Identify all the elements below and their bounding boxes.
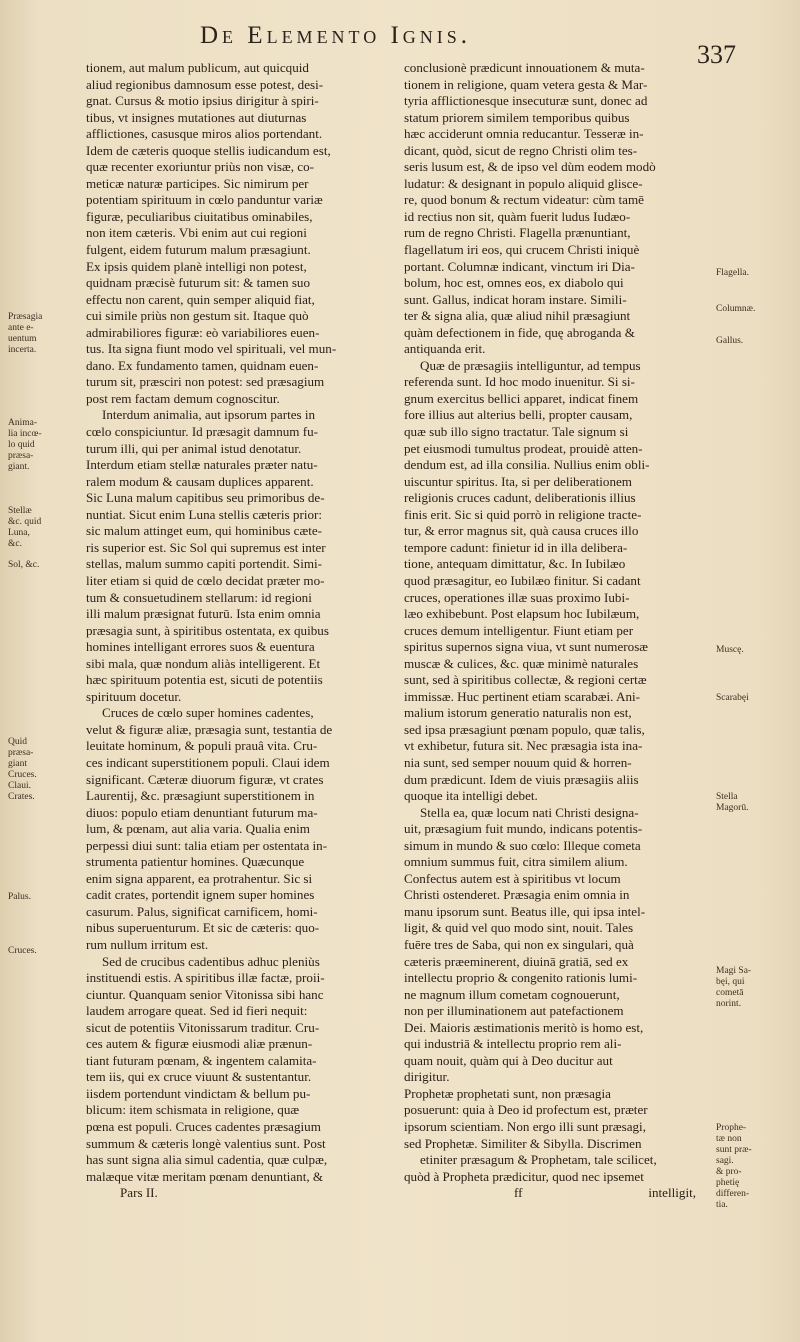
text-line: dicant, quòd, sicut de regno Christi olim tes-	[404, 142, 638, 158]
margin-note-line: lia incœ-	[8, 429, 42, 439]
margin-note-line: Prophe-	[716, 1123, 747, 1133]
text-line: ralem modum & causam duplices apparent.	[86, 473, 314, 489]
text-line: enim signa apparent, ea protrahentur. Sic si	[86, 870, 313, 886]
text-line: sunt, sed à spiritibus collectæ, & regioni certæ	[404, 672, 647, 688]
text-line: sibi mala, quæ nondum aliàs intelligerent. Et	[86, 655, 321, 671]
text-line: muscæ & culices, &c. quæ minimè naturales	[404, 655, 639, 671]
margin-note-line: cometā	[716, 988, 744, 998]
text-line: Quæ de præsagiis intelliguntur, ad tempus	[420, 357, 641, 373]
footer-catchword-row	[404, 1185, 702, 1202]
text-line: sed ipsa præsagiunt pœnam populo, quæ talis,	[404, 721, 645, 737]
margin-note	[716, 336, 786, 347]
text-line: præsagia sunt, à spiritibus ostentata, ex quibus	[86, 622, 329, 638]
margin-note-line: Præsagia	[8, 312, 43, 322]
text-line: re, quod bonum & rectum videatur: cùm tamē	[404, 192, 644, 208]
text-line: has sunt signa alia simul cadentia, quæ culpæ,	[86, 1152, 328, 1168]
gathering-mark: ff	[514, 1185, 523, 1201]
text-line: statum priorem similem temporibus quibus	[404, 109, 630, 125]
text-line: Sed de crucibus cadentibus adhuc pleniùs	[102, 953, 320, 969]
text-line: antiquanda erit.	[404, 341, 486, 357]
right-text-column	[404, 60, 702, 1202]
text-line: tione, antequam dimittatur, &c. In Iubilæo	[404, 556, 626, 572]
text-line: Laurentij, &c. præsagiunt superstitionem in	[86, 788, 315, 804]
text-line: fuēre tres de Saba, qui non ex singulari, quà	[404, 936, 634, 952]
text-line: finis erit. Sic si quid porrò in religione tracte-	[404, 506, 642, 522]
text-line: cæteris præeminerent, diuinā gratiā, sed ex	[404, 953, 629, 969]
text-line: ciuntur. Quanquam senior Vitonissa sibi hanc	[86, 986, 324, 1002]
text-line: rum nullum irritum est.	[86, 936, 209, 952]
margin-note-line: phetię	[716, 1178, 740, 1188]
text-line: diuos: populo etiam denuntiant futurum ma-	[86, 804, 318, 820]
text-line: post rem factam demum cognoscitur.	[86, 390, 280, 406]
text-line: non item cæteris. Vbi enim aut cui regioni	[86, 225, 307, 241]
text-line: Interdum etiam stellæ naturales præter natu-	[86, 457, 318, 473]
text-line: posuerunt: quia à Deo id profectum est, præter	[404, 1102, 648, 1118]
text-line: stellas, malum summo capiti portendit. Simi-	[86, 556, 323, 572]
margin-note	[716, 268, 786, 279]
text-line: cui simile priùs non gestum sit. Itaque quò	[86, 308, 309, 324]
text-line: malium istorum generatio naturalis non est,	[404, 705, 632, 721]
margin-note-line: Palus.	[8, 892, 31, 902]
text-line: dendum est, ad illa consilia. Nullius enim obli-	[404, 457, 650, 473]
catchword: intelligit,	[648, 1185, 696, 1201]
margin-note-line: tæ non	[716, 1134, 742, 1144]
text-line: pet eiusmodi tumultus prodeat, prouidè atten-	[404, 440, 643, 456]
text-line: quæ sub illo signo tractatur. Tale signum si	[404, 424, 629, 440]
text-line: afflictiones, casusque miros alios portendant.	[86, 126, 323, 142]
margin-note-line: &c. quid	[8, 517, 42, 527]
text-line: dirigitur.	[404, 1069, 450, 1085]
text-line: Sic Luna malum capitibus seu primoribus de-	[86, 490, 325, 506]
margin-note-line: lo quid	[8, 440, 35, 450]
margin-note-line: incerta.	[8, 345, 37, 355]
text-line: Cruces de cœlo super homines cadentes,	[102, 705, 314, 721]
margin-note	[8, 946, 72, 957]
margin-note-line: Columnæ.	[716, 304, 756, 314]
text-line: quàm defectionem in fide, quę abroganda &	[404, 324, 635, 340]
text-line: admirabiliores figuræ: eò variabiliores euen-	[86, 324, 320, 340]
text-line: vt exhibetur, futura sit. Nec præsagia ista ina-	[404, 738, 643, 754]
text-line: Ex ipsis quidem planè intelligi non potest,	[86, 258, 307, 274]
text-line: portant. Columnæ indicant, vinctum iri Dia-	[404, 258, 635, 274]
margin-note-line: Magorū.	[716, 803, 749, 813]
margin-note-line: norint.	[716, 999, 742, 1009]
text-line: flagellatum iri eos, qui crucem Christi iniquè	[404, 242, 640, 258]
margin-note	[716, 792, 786, 814]
margin-note	[716, 304, 786, 315]
text-line: gnat. Cursus & motio ipsius dirigitur à spiri-	[86, 93, 319, 109]
text-line: significant. Cæteræ diuorum figuræ, vt crates	[86, 771, 324, 787]
text-line: conclusionè prædicunt innouationem & muta-	[404, 60, 645, 75]
margin-note-line: & pro-	[716, 1167, 742, 1177]
text-line: effectu non carent, quin semper aliquid fiat,	[86, 291, 315, 307]
text-line: tus. Ita signa fiunt modo vel spirituali, vel mun-	[86, 341, 337, 357]
page-number: 337	[697, 40, 736, 69]
margin-note-line: præsa-	[8, 451, 34, 461]
text-line: hæc acciderunt omnia reducantur. Tesseræ in-	[404, 126, 644, 142]
text-line: tempore cadunt: finietur id in illa delibera-	[404, 539, 628, 555]
text-line: tem iis, qui ex cruce viuunt & sustentantur.	[86, 1069, 312, 1085]
text-line: ces autem & figuræ eiusmodi aliæ prænun-	[86, 1036, 313, 1052]
text-line: manu ipsorum sunt. Beatus ille, qui ipsa intel-	[404, 903, 646, 919]
text-line: spirituum docetur.	[86, 688, 182, 704]
text-line: ter & signa alia, quæ aliud nihil præsagiunt	[404, 308, 631, 324]
text-line: spiritus supernos signa viua, vt sunt numerosæ	[404, 639, 649, 655]
margin-note-line: Claui.	[8, 781, 31, 791]
margin-note-line: Stella	[716, 792, 738, 802]
margin-note-line: differen-	[716, 1189, 750, 1199]
text-line: tyria afflictionesque insecuturæ sunt, donec ad	[404, 93, 648, 109]
margin-note	[8, 312, 72, 356]
text-line: perpessi diui sunt: talia etiam per ostentata in-	[86, 837, 328, 853]
text-line: Dei. Maioris æstimationis meritò is homo est,	[404, 1019, 644, 1035]
margin-note	[716, 693, 786, 704]
text-line: sic malum attinget eum, qui hominibus cæte-	[86, 523, 323, 539]
text-line: cruces demum intelligentur. Fiunt etiam per	[404, 622, 634, 638]
text-line: quidnam præcisè futurum sit: & tamen suo	[86, 275, 311, 291]
text-line: leuitate hominum, & populi prauâ vita. Cru-	[86, 738, 318, 754]
left-text-column	[86, 60, 378, 1202]
text-line: cruces, operationes illæ suas proximo Iubi-	[404, 589, 630, 605]
margin-note-line: Magi Sa-	[716, 966, 752, 976]
margin-note-line: Crates.	[8, 792, 35, 802]
margin-note-line: Anima-	[8, 418, 38, 428]
margin-note-line: præsa-	[8, 748, 34, 758]
text-line: religionis cruces cadunt, deliberationis illius	[404, 490, 636, 506]
text-line: omnium summus fuit, citra similem alium.	[404, 854, 628, 870]
text-line: uit, præsagium fuit mundo, indicans potentis-	[404, 821, 643, 837]
text-line: Stella ea, quæ locum nati Christi designa-	[420, 804, 639, 820]
text-line: instituendi estis. A spiritibus illæ factæ, proii-	[86, 970, 325, 986]
text-line: Prophetæ prophetati sunt, non præsagia	[404, 1085, 611, 1101]
margin-note-line: Stellæ	[8, 506, 32, 516]
text-line: gnum exercitus bellici apparet, indicat finem	[404, 390, 639, 406]
margin-note-line: bęi, qui	[716, 977, 745, 987]
text-line: homines intelligant errores suos & euentura	[86, 639, 315, 655]
text-line: turum sit, præsciri non potest: sed præsagium	[86, 374, 325, 390]
margin-note-line: Flagella.	[716, 268, 749, 278]
margin-note	[8, 418, 72, 473]
text-line: blicum: item schismata in religione, quæ	[86, 1102, 300, 1118]
text-line: sunt. Gallus, indicat horam instare. Simili-	[404, 291, 627, 307]
text-line: ris superior est. Sic Sol qui supremus est inter	[86, 539, 326, 555]
signature-mark: Pars II.	[120, 1185, 158, 1201]
margin-note	[8, 560, 72, 571]
margin-note-line: Luna,	[8, 528, 30, 538]
text-line: Idem de cæteris quoque stellis iudicandum est,	[86, 142, 331, 158]
text-line: nibus superuenturum. Et sic de cæteris: quo-	[86, 920, 320, 936]
margin-note	[716, 966, 786, 1010]
text-line: læo exhibebunt. Post elapsum hoc Iubilæum,	[404, 606, 640, 622]
margin-note-line: tia.	[716, 1200, 728, 1210]
text-line: ligit, & quid vel quo modo sint, nouit. Tales	[404, 920, 634, 936]
text-line: dum prædicunt. Idem de viuis præsagiis aliis	[404, 771, 639, 787]
text-line: quoque ita intelligi debet.	[404, 788, 538, 804]
margin-note	[8, 737, 72, 803]
text-line: potentiam spirituum in cœlo panduntur variæ	[86, 192, 323, 208]
text-line: Interdum animalia, aut ipsorum partes in	[102, 407, 316, 423]
text-line: ne magnum illum cometam cognouerunt,	[404, 986, 620, 1002]
text-line: sicut de potentiis Vitonissarum traditur. Cru-	[86, 1019, 320, 1035]
text-line: simum in mundo & suo cœlo: Illeque cometa	[404, 837, 641, 853]
text-line: sed Prophetæ. Similiter & Sibylla. Discrimen	[404, 1135, 642, 1151]
text-line: dano. Ex fundamento tamen, quidnam euen-	[86, 357, 319, 373]
margin-note-line: Muscę.	[716, 645, 744, 655]
text-line: laudem arrogare queat. Sed id fieri nequit:	[86, 1003, 308, 1019]
text-line: casurum. Palus, significat carnificem, homi-	[86, 903, 318, 919]
text-line: turum illi, qui per animal istud denotatur.	[86, 440, 302, 456]
text-line: immissæ. Huc pertinent etiam scarabæi. Ani-	[404, 688, 641, 704]
text-line: quòd à Propheta prædicitur, quod nec ipsemet	[404, 1168, 644, 1184]
text-line: tum & consuetudinem stellarum: id regioni	[86, 589, 312, 605]
margin-note-line: Quid	[8, 737, 27, 747]
text-line: malæque vitæ meritam pœnam denuntiant, &	[86, 1168, 324, 1184]
text-line: rum de regno Christi. Flagella prænuntiant,	[404, 225, 631, 241]
text-line: velut & figuræ aliæ, præsagia sunt, testantia de	[86, 721, 333, 737]
text-line: cœlo conspiciuntur. Id præsagit damnum fu-	[86, 424, 319, 440]
text-line: figuræ, peculiaribus ciuitatibus ominabiles,	[86, 208, 313, 224]
text-line: quæ recenter exoriuntur priùs non visæ, co-	[86, 159, 314, 175]
margin-note	[716, 1123, 786, 1211]
text-line: fulgent, eidem futurum malum præsagiunt.	[86, 242, 311, 258]
text-line: tibus, vt insignes mutationes aut diuturnas	[86, 109, 307, 125]
text-line: intellectu proprio & congenito rationis lumi-	[404, 970, 638, 986]
margin-note-line: giant.	[8, 462, 30, 472]
margin-note	[8, 506, 72, 550]
text-line: Confectus autem est à spiritibus vt locum	[404, 870, 621, 886]
margin-note-line: giant	[8, 759, 27, 769]
footer-signature-row	[86, 1185, 378, 1202]
text-line: illi malum præsignat futurū. Ista enim omnia	[86, 606, 321, 622]
text-line: quam nouit, quàm qui à Deo ducitur aut	[404, 1052, 613, 1068]
text-line: ludatur: & designant in populo aliquid glisce-	[404, 175, 643, 191]
margin-note-line: sunt præ-	[716, 1145, 752, 1155]
text-line: liter etiam si quid de cœlo decidat præter mo-	[86, 572, 325, 588]
text-line: tionem, aut malum publicum, aut quicquid	[86, 60, 309, 75]
text-line: strumenta patientur homines. Quæcunque	[86, 854, 305, 870]
text-line: non per illuminationem aut patefactionem	[404, 1003, 624, 1019]
text-line: referenda sunt. Id hoc modo inuenitur. Si si-	[404, 374, 635, 390]
text-line: quod præsagitur, eo Iubilæo finitur. Si cadant	[404, 572, 641, 588]
text-line: bolum, hoc est, omnes eos, ex diabolo qui	[404, 275, 624, 291]
text-line: nuntiat. Sicut enim Luna stellis cæteris prior:	[86, 506, 323, 522]
margin-note	[8, 892, 72, 903]
text-line: nia sunt, sed semper nouum quid & horren-	[404, 754, 632, 770]
text-line: pœna est populi. Cruces cadentes præsagium	[86, 1119, 321, 1134]
text-line: uiscuntur spiritus. Ita, si per deliberationem	[404, 473, 632, 489]
text-line: etiniter præsagum & Prophetam, tale scilicet,	[420, 1152, 657, 1168]
text-line: ipsorum scientiam. Non ergo illi sunt præsagi,	[404, 1119, 646, 1134]
text-line: tiant futuram pœnam, & ingentem calamita-	[86, 1052, 317, 1068]
text-line: summum & cæteris longè valentius sunt. Post	[86, 1135, 326, 1151]
running-header: De Elemento Ignis.	[200, 22, 472, 49]
text-line: ces indicant superstitionem populi. Claui idem	[86, 754, 330, 770]
margin-note	[716, 645, 786, 656]
text-line: lum, & pœnam, aut alia varia. Qualia enim	[86, 821, 310, 837]
margin-note-line: Sol, &c.	[8, 560, 40, 570]
text-line: seris lusum est, & de ipso vel dùm eodem modò	[404, 159, 656, 175]
text-line: cadit crates, portendit ignem super homines	[86, 887, 315, 903]
margin-note-line: Cruces.	[8, 946, 37, 956]
margin-note-line: sagi.	[716, 1156, 734, 1166]
text-line: qui industriā & intellectu proprio rem ali-	[404, 1036, 622, 1052]
margin-note-line: Gallus.	[716, 336, 744, 346]
text-line: meticæ naturæ participes. Sic nimirum per	[86, 175, 309, 191]
text-line: Christi ostenderet. Præsagia enim omnia in	[404, 887, 630, 903]
text-line: tur, & error magnus sit, quà causa cruces illo	[404, 523, 639, 539]
text-line: id rectius non sit, quàm fuerit ludus Iudæo-	[404, 208, 631, 224]
text-line: aliud regionibus damnosum esse potest, desi-	[86, 76, 324, 92]
margin-note-line: Cruces.	[8, 770, 37, 780]
margin-note-line: &c.	[8, 539, 22, 549]
text-line: iisdem portendunt vindictam & bellum pu-	[86, 1085, 311, 1101]
margin-note-line: Scarabęi	[716, 693, 749, 703]
text-line: tionem in religione, quam vetera gesta & Mar-	[404, 76, 648, 92]
text-line: fore illius aut alterius belli, propter causam,	[404, 407, 633, 423]
margin-note-line: uentum	[8, 334, 37, 344]
text-line: hæc spirituum potentia est, sicuti de potentiis	[86, 672, 323, 688]
margin-note-line: ante e-	[8, 323, 34, 333]
